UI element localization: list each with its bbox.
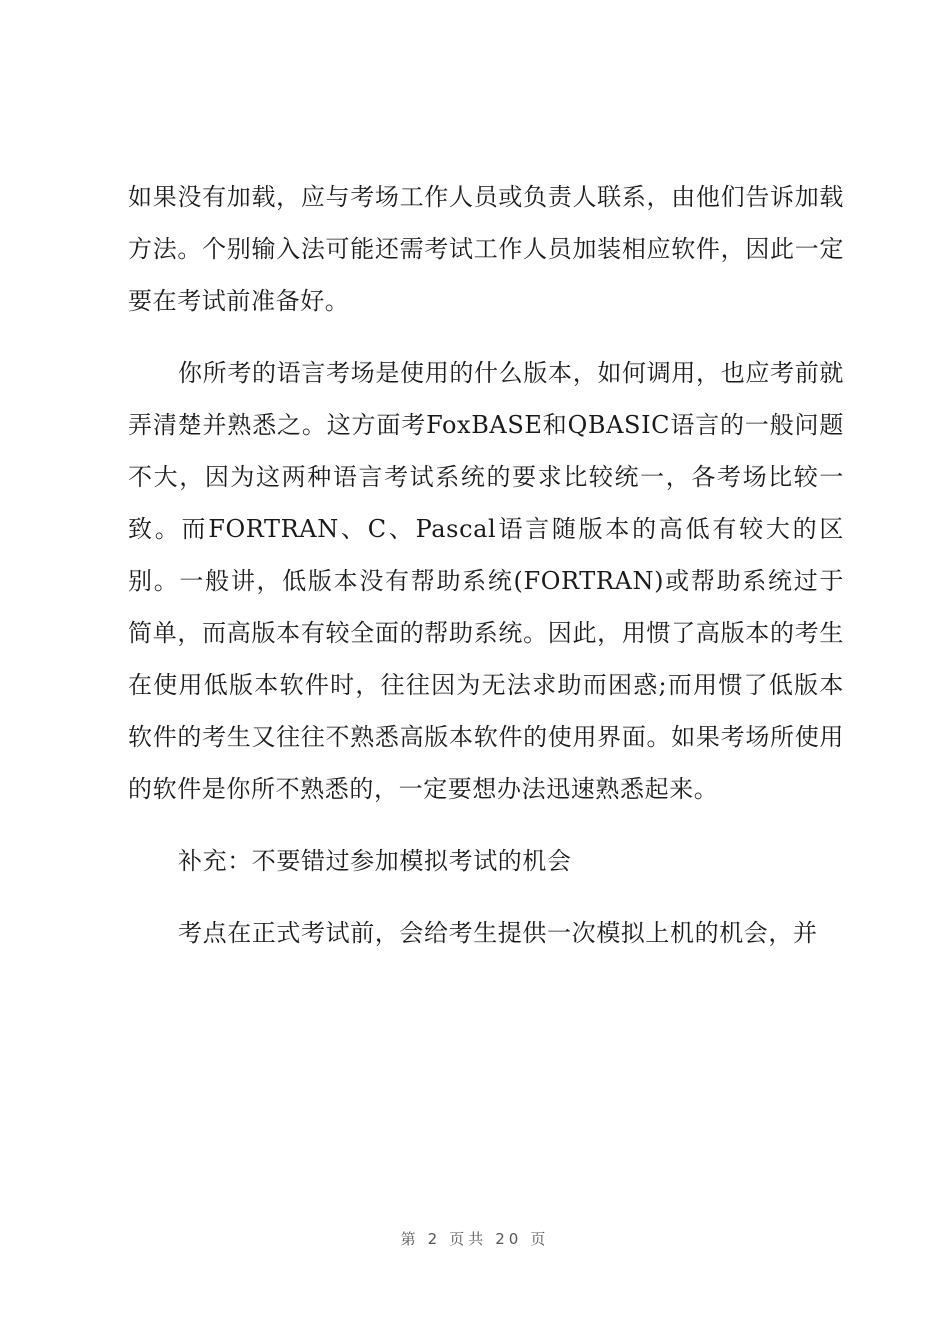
page-footer bbox=[0, 1228, 950, 1249]
paragraph-3-heading: 补充：不要错过参加模拟考试的机会 bbox=[178, 847, 572, 875]
paragraph-4: 考点在正式考试前，会给考生提供一次模拟上机的机会，并 bbox=[178, 919, 818, 947]
footer-prefix: 第 bbox=[400, 1230, 420, 1248]
footer-suffix: 页 bbox=[530, 1230, 550, 1248]
document-body bbox=[128, 171, 844, 979]
paragraph-2: 你所考的语言考场是使用的什么版本，如何调用，也应考前就弄清楚并熟悉之。这方面考FoxBASE和QBASIC语言的一般问题不大，因为这两种语言考试系统的要求比较统一，各考场比较一致。而FORTRAN、C、Pascal语言随版本的高低有较大的区别。一般讲，低版本没有帮助系统(FORTRAN)或帮助系统过于简单，而高版本有较全面的帮助系统。因此，用惯了高版本的考生在使用低版本软件时，往往因为无法求助而困惑;而用惯了低版本软件的考生又往往不熟悉高版本软件的使用界面。如果考场所使用的软件是你所不熟悉的，一定要想办法迅速熟悉起来。 bbox=[128, 359, 844, 803]
paragraph-1: 如果没有加载，应与考场工作人员或负责人联系，由他们告诉加载方法。个别输入法可能还需考试工作人员加装相应软件，因此一定要在考试前准备好。 bbox=[128, 183, 844, 315]
footer-total-pages: 20 bbox=[495, 1230, 523, 1248]
footer-middle: 页共 bbox=[449, 1230, 488, 1248]
footer-page-number: 2 bbox=[427, 1230, 442, 1248]
